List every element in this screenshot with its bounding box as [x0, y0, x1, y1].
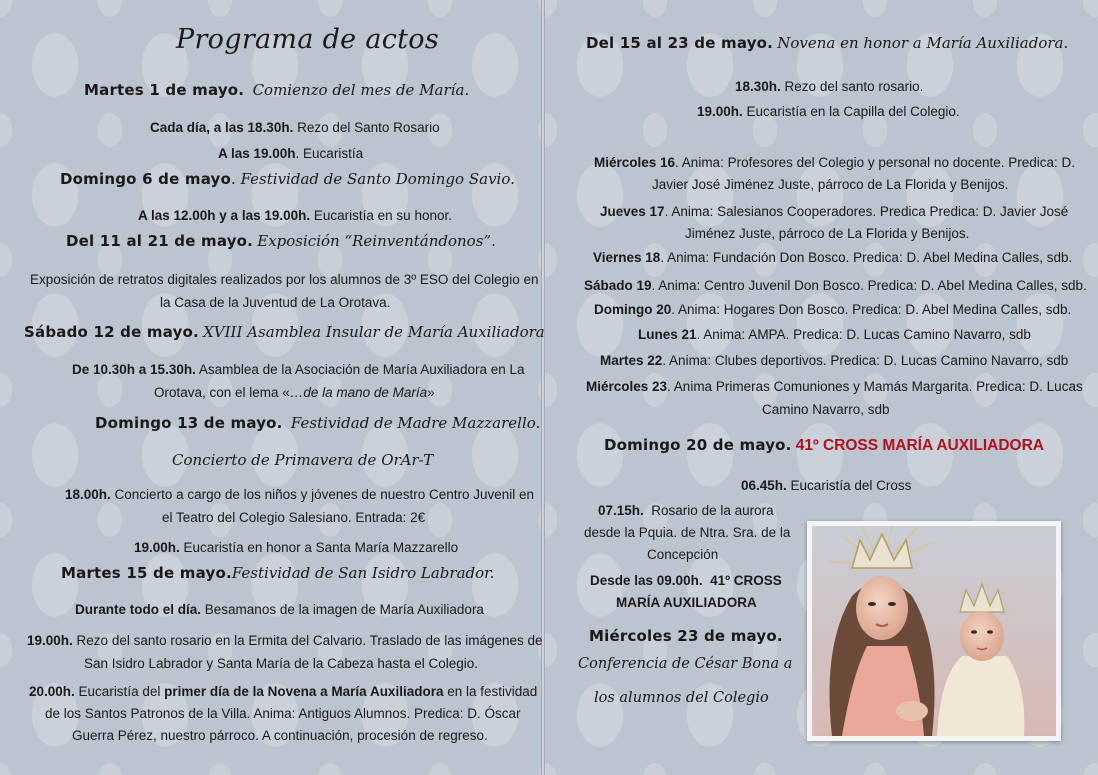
maria-auxiliadora-image [812, 526, 1056, 736]
event-detail: San Isidro Labrador y Santa María de la Cabeza hasta el Colegio. [84, 656, 478, 671]
event-3-heading: Del 11 al 21 de mayo. Exposición “Reinventándonos”. [66, 232, 496, 250]
novena-day: Miércoles 23. Anima Primeras Comuniones y Mamás Margarita. Predica: D. Lucas [586, 379, 1083, 394]
event-detail: MARÍA AUXILIADORA [616, 595, 757, 610]
cross-heading: Domingo 20 de mayo. 41º CROSS MARÍA AUXILIADORA [604, 436, 1044, 454]
event-5-heading: Domingo 13 de mayo. Festividad de Madre Mazzarello. [95, 414, 541, 432]
novena-heading: Del 15 al 23 de mayo. Novena en honor a María Auxiliadora. [586, 34, 1069, 52]
event-detail: desde la Pquia. de Ntra. Sra. de la [584, 525, 791, 540]
event-detail: Durante todo el día. Besamanos de la imagen de María Auxiliadora [75, 602, 484, 617]
novena-day: Viernes 18. Anima: Fundación Don Bosco. Predica: D. Abel Medina Calles, sdb. [593, 250, 1073, 265]
event-detail: 19.00h. Eucaristía en honor a Santa María Mazzarello [134, 540, 459, 555]
event-2-heading: Domingo 6 de mayo. Festividad de Santo Domingo Savio. [60, 170, 515, 188]
novena-day: Camino Navarro, sdb [762, 402, 890, 417]
event-detail: Concepción [647, 547, 719, 562]
novena-day: Jueves 17. Anima: Salesianos Cooperadores. Predica Predica: D. Javier José [600, 204, 1069, 219]
event-detail: Desde las 09.00h. 41º CROSS [590, 573, 782, 588]
event-detail: 18.00h. Concierto a cargo de los niños y jóvenes de nuestro Centro Juvenil en [65, 487, 535, 502]
novena-day: Lunes 21. Anima: AMPA. Predica: D. Lucas Camino Navarro, sdb [638, 327, 1031, 342]
novena-day: Domingo 20. Anima: Hogares Don Bosco. Predica: D. Abel Medina Calles, sdb. [594, 302, 1072, 317]
event-detail: Orotava, con el lema «…de la mano de María» [154, 385, 435, 400]
event-detail: 06.45h. Eucaristía del Cross [741, 478, 912, 493]
conference-heading: Miércoles 23 de mayo. [589, 627, 783, 645]
event-detail: Guerra Pérez, nuestro párroco. A continuación, procesión de regreso. [72, 728, 488, 743]
event-detail: De 10.30h a 15.30h. Asamblea de la Asociación de María Auxiliadora en La [72, 362, 525, 377]
event-6-heading: Martes 15 de mayo.Festividad de San Isidro Labrador. [61, 564, 495, 582]
event-detail: 19.00h. Eucaristía en la Capilla del Colegio. [697, 104, 960, 119]
event-1-heading [84, 81, 469, 99]
event-detail: la Casa de la Juventud de La Orotava. [160, 295, 391, 310]
novena-day: Miércoles 16. Anima: Profesores del Colegio y personal no docente. Predica: D. [594, 155, 1076, 170]
novena-day: Jiménez Juste, párroco de La Florida y Benijos. [685, 226, 970, 241]
event-detail: 19.00h. Rezo del santo rosario en la Ermita del Calvario. Traslado de las imágenes de [27, 633, 543, 648]
event-detail: 18.30h. Rezo del santo rosario. [735, 79, 924, 94]
event-detail: A las 12.00h y a las 19.00h. Eucaristía en su honor. [138, 208, 452, 223]
cross-title: 41º CROSS MARÍA AUXILIADORA [795, 437, 1044, 454]
novena-day: Martes 22. Anima: Clubes deportivos. Predica: D. Lucas Camino Navarro, sdb [600, 353, 1069, 368]
event-4-heading: Sábado 12 de mayo. XVIII Asamblea Insular de María Auxiliadora [24, 323, 545, 341]
conference-text: Conferencia de César Bona a [578, 656, 793, 672]
event-detail: Exposición de retratos digitales realizados por los alumnos de 3º ESO del Colegio en [30, 272, 539, 287]
event-detail: 07.15h. Rosario de la aurora [598, 503, 774, 518]
novena-day: Javier José Jiménez Juste, párroco de La Florida y Benijos. [652, 177, 1009, 192]
conference-text: los alumnos del Colegio [594, 690, 769, 706]
event-detail: 20.00h. Eucaristía del primer día de la Novena a María Auxiliadora en la festividad [29, 684, 538, 699]
novena-day: Sábado 19. Anima: Centro Juvenil Don Bosco. Predica: D. Abel Medina Calles, sdb. [584, 278, 1087, 293]
event-date: Martes 1 de mayo. [84, 81, 245, 99]
event-detail: A las 19.00h. Eucaristía [218, 146, 364, 161]
event-subtitle: Concierto de Primavera de OrAr-T [172, 451, 434, 469]
event-title: Comienzo del mes de María. [252, 81, 470, 99]
event-detail: de los Santos Patronos de la Villa. Anima: Antiguos Alumnos. Predica: D. Óscar [45, 706, 521, 721]
page-title: Programa de actos [176, 24, 440, 55]
event-detail: el Teatro del Colegio Salesiano. Entrada: 2€ [162, 510, 426, 525]
statue-photo [807, 521, 1061, 741]
event-detail: Cada día, a las 18.30h. Rezo del Santo Rosario [150, 120, 440, 135]
